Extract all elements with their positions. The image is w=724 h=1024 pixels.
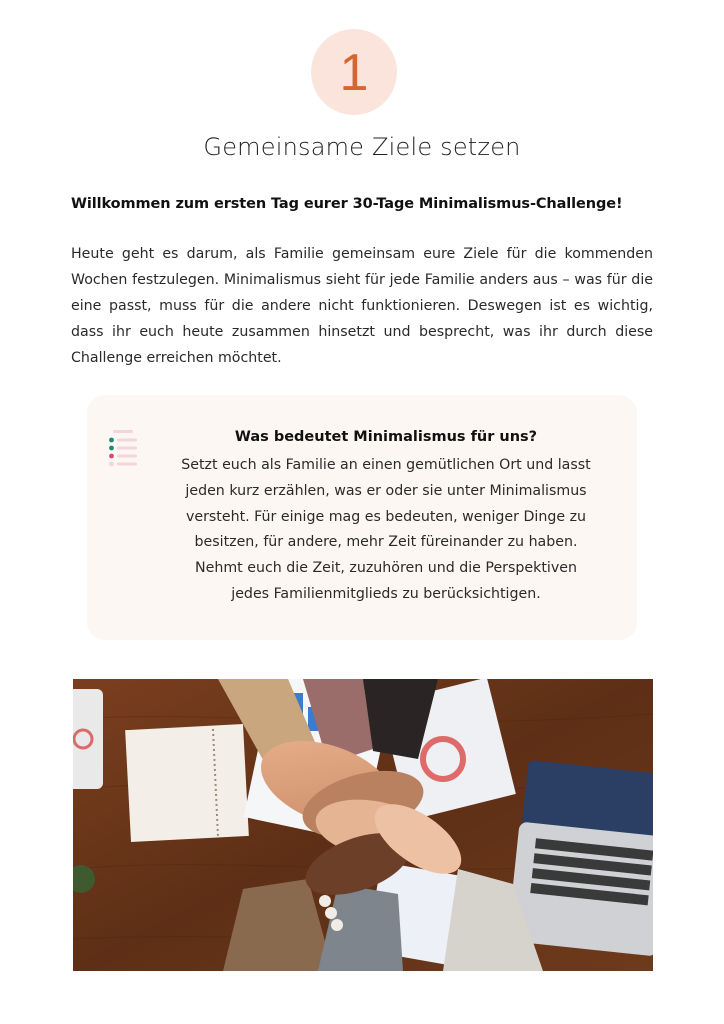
note-line: Nehmt euch die Zeit, zuzuhören und die Perspektiven (195, 560, 577, 577)
checklist-icon (107, 430, 139, 472)
intro-paragraph: Heute geht es darum, als Familie gemeinsam eure Ziele für die kommenden Wochen festzulegen. Minimalismus sieht für jede Familie anders aus – was für die eine passt, muss für die andere nicht funktionieren. Deswegen ist es wichtig, dass ihr euch heute zusammen hinsetzt und besprecht, was ihr durch diese Challenge erreichen möchtet. (71, 246, 653, 366)
intro-heading: Willkommen zum ersten Tag eurer 30-Tage Minimalismus-Challenge! (71, 196, 623, 212)
page-title: Gemeinsame Ziele setzen (203, 133, 521, 161)
day-number-badge (311, 29, 397, 115)
note-line: besitzen, für andere, mehr Zeit füreinander zu haben. (194, 534, 578, 551)
note-line: Setzt euch als Familie an einen gemütlichen Ort und lasst (181, 457, 591, 473)
note-line: versteht. Für einige mag es bedeuten, weniger Dinge zu (185, 508, 587, 525)
day-number: 1 (339, 44, 369, 102)
note-title: Was bedeutet Minimalismus für uns? (234, 429, 538, 445)
note-line: jedes Familienmitglieds zu berücksichtigen. (231, 585, 541, 602)
team-hands-photo (73, 679, 653, 971)
note-text (156, 453, 616, 608)
note-line: jeden kurz erzählen, was er oder sie unter Minimalismus (185, 482, 587, 499)
